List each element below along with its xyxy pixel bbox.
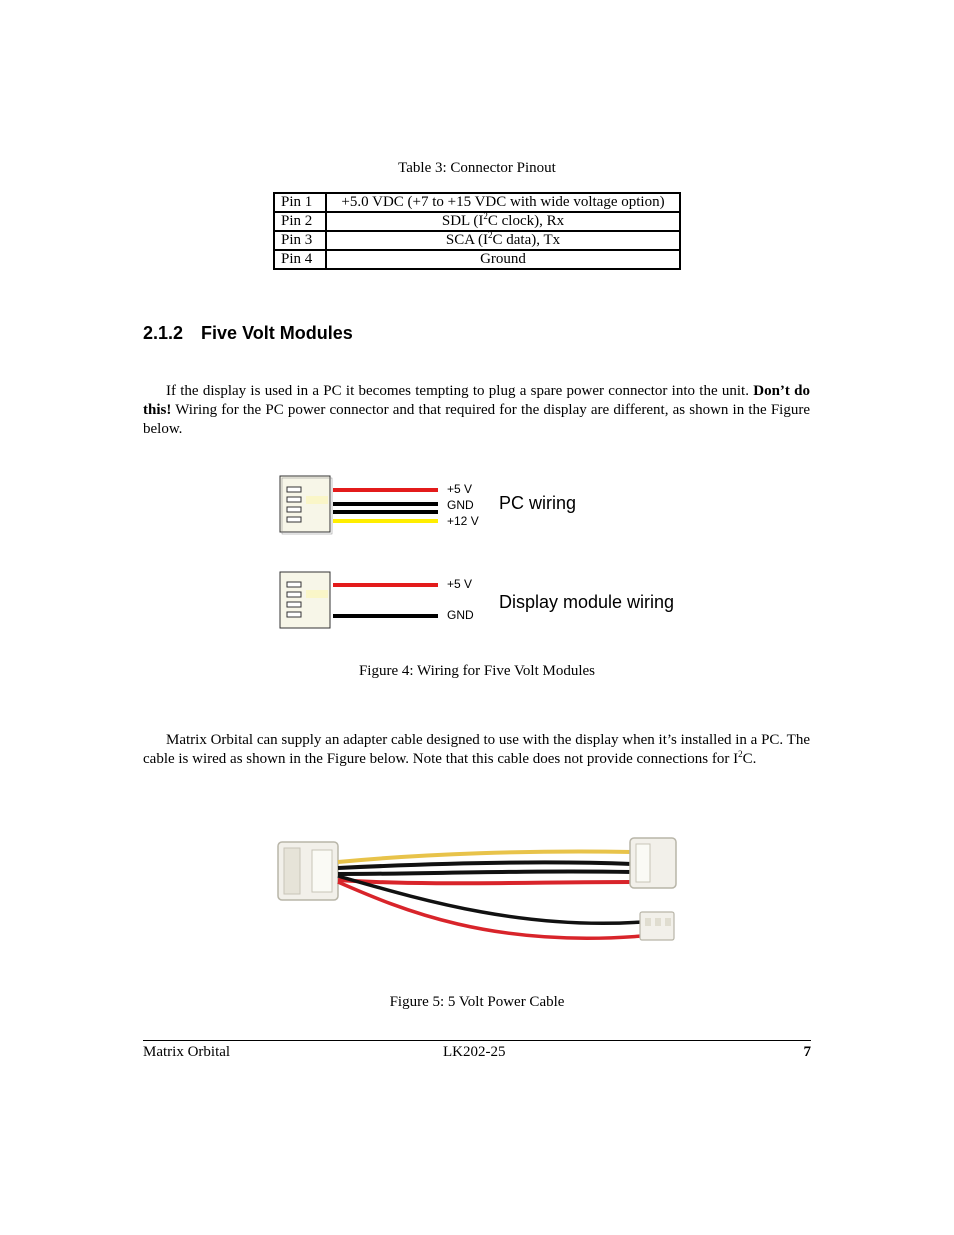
power-cable-image: [272, 830, 692, 960]
footer-divider: [143, 1040, 811, 1041]
table-row: [274, 193, 680, 212]
pc-wire-label-12v: +12 V: [447, 514, 479, 528]
pc-wire-label-gnd: GND: [447, 498, 474, 512]
module-connector: [280, 572, 330, 628]
footer-company: Matrix Orbital: [143, 1044, 231, 1060]
pin-cell: Pin 3: [274, 231, 326, 250]
warning-text: Don’t do this!: [143, 383, 811, 418]
pin-cell: Pin 1: [274, 193, 326, 212]
pin-cell: Pin 4: [274, 250, 326, 269]
pc-wiring-label: PC wiring: [499, 493, 577, 513]
table-row: [274, 212, 680, 231]
superscript: 2: [738, 749, 743, 759]
para-text: If the display is used in a PC it becomes tempting to plug a spare power connector into the unit.: [166, 383, 749, 399]
figure4-caption: Figure 4: Wiring for Five Volt Modules: [358, 663, 596, 679]
module-wire-label-gnd: GND: [447, 608, 474, 622]
pin-cell: Pin 2: [274, 212, 326, 231]
molex-connector-right: [630, 838, 676, 888]
pin-description: Ground: [326, 250, 680, 269]
table-row: [274, 231, 680, 250]
desc-text: C data), Tx: [492, 232, 561, 248]
desc-text: C clock), Rx: [487, 213, 565, 229]
desc-text: SDL (I: [441, 213, 484, 229]
pin-description: [326, 212, 680, 231]
section-number: 2.1.2: [143, 323, 184, 343]
connector-pinout-table: [273, 192, 681, 270]
desc-text: SCA (I: [445, 232, 488, 248]
page-number: 7: [803, 1044, 811, 1060]
section-title: Five Volt Modules: [201, 323, 353, 343]
superscript: 2: [483, 211, 488, 221]
para-text: Wiring for the PC power connector and that required for the display are different, as shown in the Figure below.: [143, 402, 810, 437]
pc-wire-label-5v: +5 V: [447, 482, 473, 496]
module-wire-label-5v: +5 V: [447, 577, 473, 591]
pc-connector: [280, 476, 332, 534]
pin-description: +5.0 VDC (+7 to +15 VDC with wide voltage option): [326, 193, 680, 212]
table-row: [274, 250, 680, 269]
figure5-caption: Figure 5: 5 Volt Power Cable: [389, 994, 565, 1010]
paragraph: [143, 731, 810, 769]
para-text: C.: [742, 751, 757, 767]
module-wiring-label: Display module wiring: [499, 592, 675, 612]
section-heading: [143, 323, 353, 344]
para-text: Matrix Orbital can supply an adapter cable designed to use with the display when it’s installed in a PC. The cable is wired as shown in the Figure below. Note that this cable does not provide connections for I: [143, 732, 810, 767]
molex-connector-left: [278, 842, 338, 900]
paragraph: [143, 382, 810, 439]
display-connector: [640, 912, 674, 940]
footer-model: LK202-25: [443, 1044, 506, 1060]
pin-description: [326, 231, 680, 250]
superscript: 2: [487, 230, 493, 240]
table-caption: Table 3: Connector Pinout: [398, 160, 556, 176]
